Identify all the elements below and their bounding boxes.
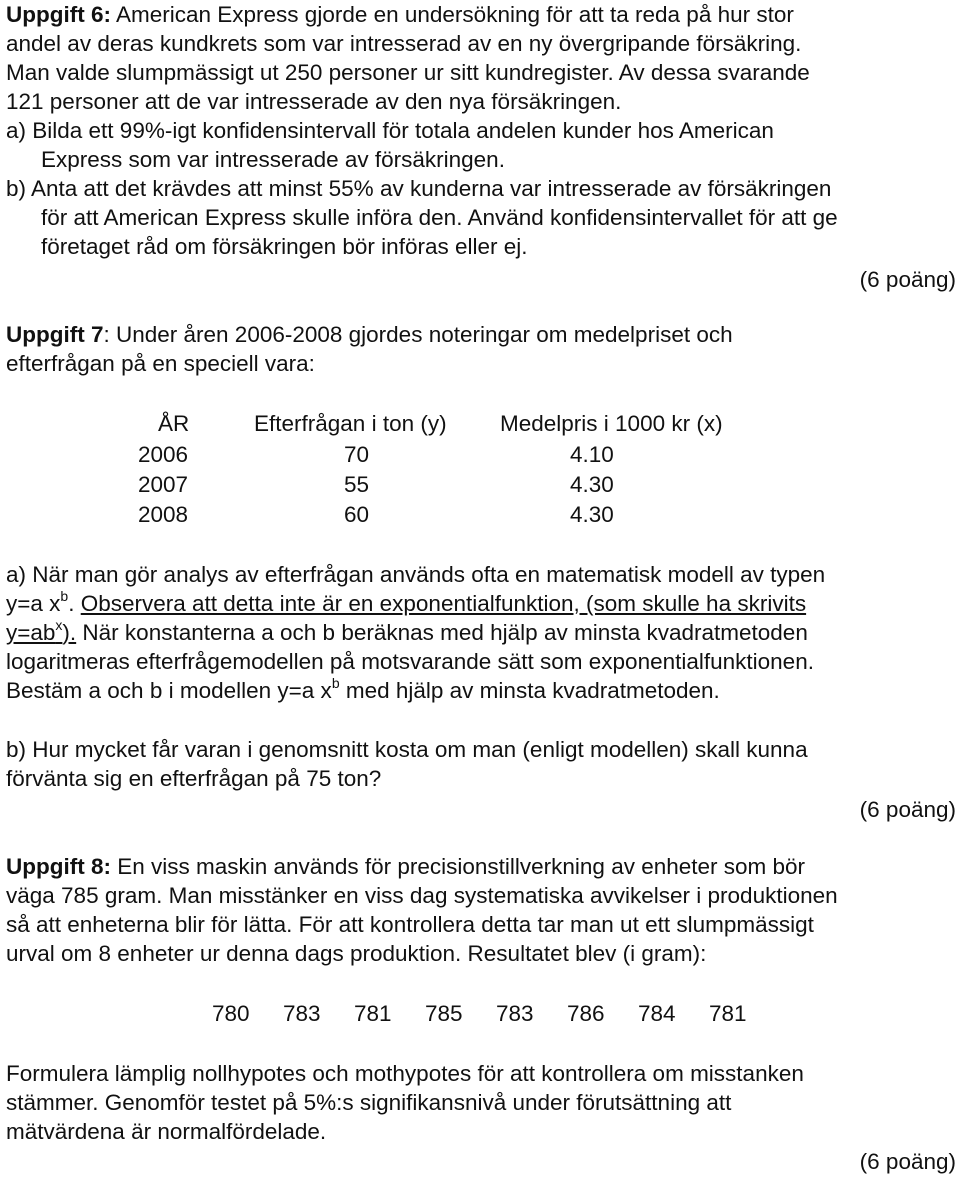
task7-line-1: Uppgift 7: Under åren 2006-2008 gjordes noteringar om medelpriset och [6,322,733,347]
task8-line-4: urval om 8 enheter ur denna dags produktion. Resultatet blev (i gram): [6,941,707,966]
task8-outro-line-2: stämmer. Genomför testet på 5%:s signifikansnivå under förutsättning att [6,1090,732,1115]
task7-a-line-4: logaritmeras efterfrågemodellen på motsvarande sätt som exponentialfunktionen. [6,649,814,674]
task6-points: (6 poäng) [859,267,956,292]
table-cell-price: 4.10 [570,442,614,467]
task6-b-line-1: b) Anta att det krävdes att minst 55% av kunderna var intresserade av försäkringen [6,176,832,201]
task7-a-line-5: Bestäm a och b i modellen y=a $x^b$ med hjälp av minsta kvadratmetoden. [6,674,720,703]
task6-a-line-1: a) Bilda ett 99%-igt konfidensintervall för totala andelen kunder hos American [6,118,774,143]
measurement-value: 786 [567,1001,605,1026]
table-cell-price: 4.30 [570,502,614,527]
task7-heading: Uppgift 7 [6,322,104,347]
measurement-value: 781 [354,1001,392,1026]
task6-line-3: Man valde slumpmässigt ut 250 personer ur sitt kundregister. Av dessa svarande [6,60,810,85]
task8-outro-line-1: Formulera lämplig nollhypotes och mothypotes för att kontrollera om misstanken [6,1061,804,1086]
table-cell-year: 2008 [138,502,189,527]
task7-a-line-2: y=a $x^b$. Observera att detta inte är en exponentialfunktion, (som skulle ha skrivits [6,587,807,616]
measurement-value: 785 [425,1001,463,1026]
measurement-value: 783 [283,1001,321,1026]
task6-line-4: 121 personer att de var intresserade av den nya försäkringen. [6,89,622,114]
task6-line-2: andel av deras kundkrets som var intresserad av en ny övergripande försäkring. [6,31,802,56]
table-cell-year: 2006 [138,442,189,467]
task7-points: (6 poäng) [859,797,956,822]
task6-line-1: Uppgift 6: American Express gjorde en undersökning för att ta reda på hur stor [6,2,794,27]
table-cell-price: 4.30 [570,472,614,497]
task7-a-line-3: $y=ab^x$). När konstanterna a och b beräknas med hjälp av minsta kvadratmetoden [6,616,808,645]
table-header-demand: Efterfrågan i ton (y) [254,411,447,436]
measurement-value: 784 [638,1001,676,1026]
task8-line-1: Uppgift 8: En viss maskin används för precisionstillverkning av enheter som bör [6,854,806,879]
task6-b-line-2: för att American Express skulle införa den. Använd konfidensintervallet för att ge [41,205,838,230]
task8-line-2: väga 785 gram. Man misstänker en viss dag systematiska avvikelser i produktionen [6,883,838,908]
task7-b-line-2: förvänta sig en efterfrågan på 75 ton? [6,766,382,791]
table-header-price: Medelpris i 1000 kr (x) [500,411,723,436]
task8-heading: Uppgift 8: [6,854,111,879]
task7-a-line-1: a) När man gör analys av efterfrågan används ofta en matematisk modell av typen [6,562,826,587]
table-cell-demand: 70 [344,442,370,467]
task7-b-line-1: b) Hur mycket får varan i genomsnitt kosta om man (enligt modellen) skall kunna [6,737,808,762]
table-cell-demand: 55 [344,472,370,497]
measurement-value: 781 [709,1001,747,1026]
table-cell-demand: 60 [344,502,370,527]
task8-points: (6 poäng) [859,1149,956,1174]
task6-b-line-3: företaget råd om försäkringen bör införas eller ej. [41,234,528,259]
table-header-year: ÅR [158,411,190,436]
task8-line-3: så att enheterna blir för lätta. För att kontrollera detta tar man ut ett slumpmässigt [6,912,814,937]
task7-line-2: efterfrågan på en speciell vara: [6,351,315,376]
task6-heading: Uppgift 6: [6,2,111,27]
measurement-value: 780 [212,1001,250,1026]
task8-outro-line-3: mätvärdena är normalfördelade. [6,1119,327,1144]
task6-a-line-2: Express som var intresserade av försäkringen. [41,147,505,172]
measurement-value: 783 [496,1001,534,1026]
table-cell-year: 2007 [138,472,189,497]
